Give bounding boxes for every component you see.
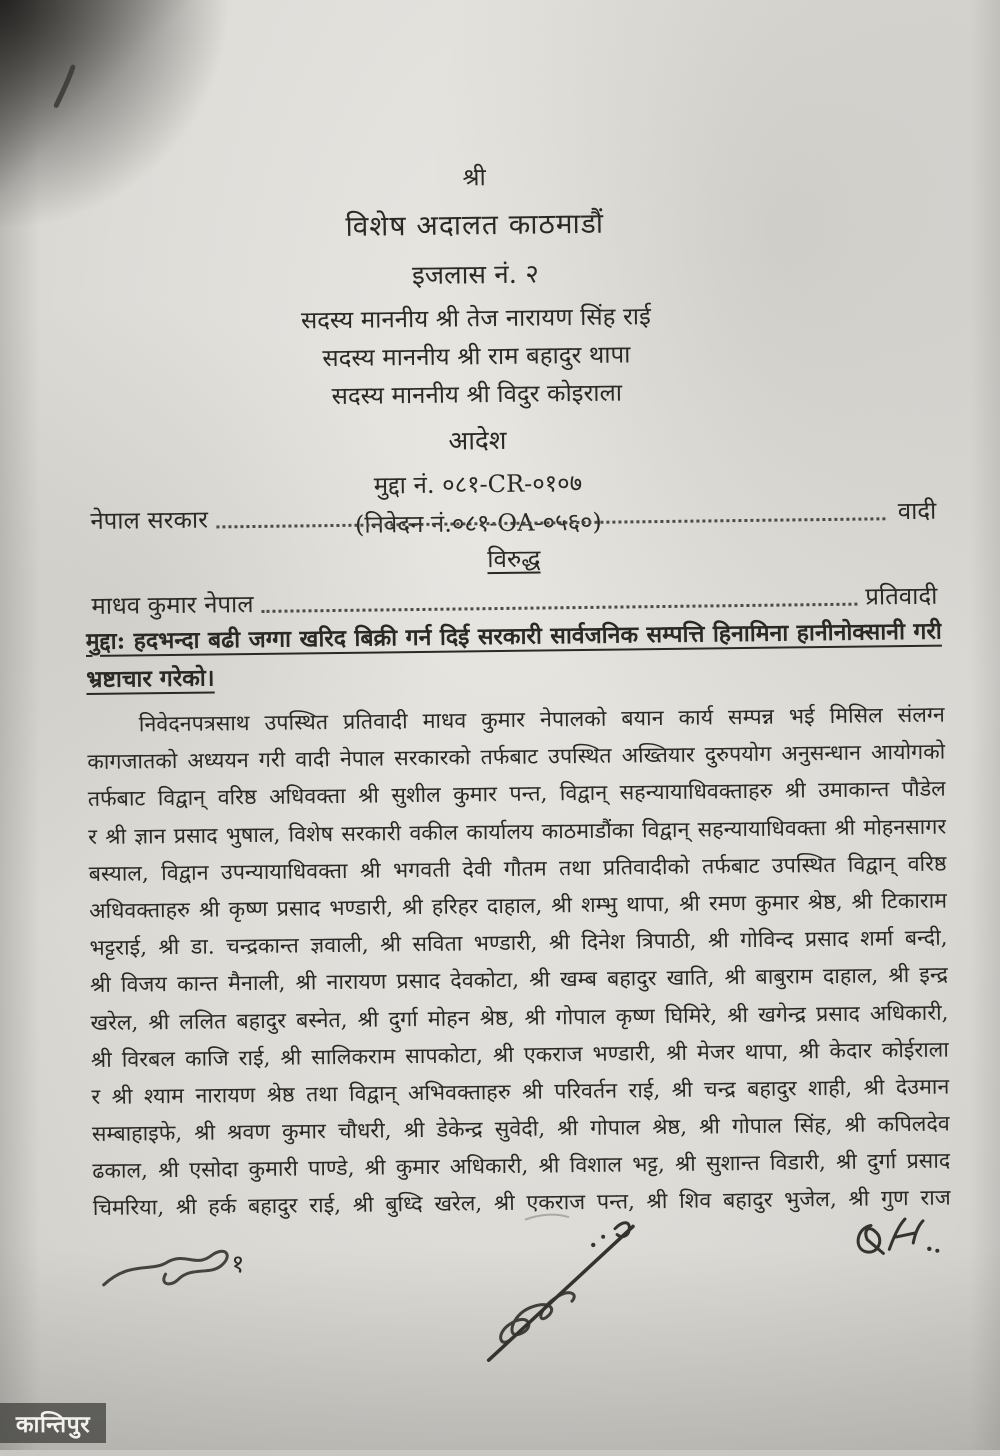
body-line: सम्बाहाइफे, श्री श्रवण कुमार चौधरी, श्री डेकेन्द्र सुवेदी, श्री गोपाल श्रेष्ठ, श्री गोपाल सिंह, श्री कपिलदेव xyxy=(91,1111,950,1148)
plaintiff-role: वादी xyxy=(897,496,937,526)
signature-right xyxy=(845,1209,946,1270)
case-subject xyxy=(86,613,943,699)
plaintiff-name: नेपाल सरकार xyxy=(90,505,209,535)
body-line: निवेदनपत्रसाथ उपस्थित प्रतिवादी माधव कुमार नेपालको बयान कार्य सम्पन्न भई मिसिल संलग्न xyxy=(138,702,945,738)
order-body-paragraph xyxy=(87,697,951,1228)
defendant-role: प्रतिवादी xyxy=(865,581,938,611)
body-line: कागजातको अध्ययन गरी वादी नेपाल सरकारको तर्फबाट उपस्थित अख्तियार दुरुपयोग अनुसन्धान आयोगको xyxy=(87,739,946,776)
case-number: मुद्दा नं. ०८१-CR-०१०७ xyxy=(373,468,583,500)
bench-member: सदस्य माननीय श्री तेज नारायण सिंह राई xyxy=(300,302,652,335)
court-name: विशेष अदालत काठमाडौं xyxy=(345,206,605,243)
dotted-leader xyxy=(262,603,858,613)
document-header xyxy=(0,154,959,545)
body-line: भट्टराई, श्री डा. चन्द्रकान्त ज्ञवाली, श्री सविता भण्डारी, श्री दिनेश त्रिपाठी, श्री गोविन्द प्रसाद शर्मा बन्दी, xyxy=(89,925,948,962)
page-number: १ xyxy=(231,1249,245,1279)
defendant-name: माधव कुमार नेपाल xyxy=(91,590,254,620)
bench-member: सदस्य माननीय श्री विदुर कोइराला xyxy=(331,378,623,411)
bench-members xyxy=(0,293,957,419)
body-line: श्री विजय कान्त मैनाली, श्री नारायण प्रसाद देवकोटा, श्री खम्ब बहादुर खाति, श्री बाबुराम दाहाल, श्री इन्द्र xyxy=(89,962,949,999)
body-line: र श्री ज्ञान प्रसाद भुषाल, विशेष सरकारी वकील कार्यालय काठमाडौंका विद्वान् सहन्यायाधिवक्ता श्री मोहनसागर xyxy=(88,814,947,850)
body-line: चिमरिया, श्री हर्क बहादुर राई, श्री बुध्दि खरेल, श्री एकराज पन्त, श्री शिव बहादुर भुजेल, श्री गुण राज xyxy=(92,1185,951,1222)
case-subject-line: मुद्दा: हदभन्दा बढी जग्गा खरिद बिक्री गर्न दिई सरकारी सार्वजनिक सम्पत्ति हिनामिना हानीनोक्सानी गरी xyxy=(85,617,942,656)
body-line: खरेल, श्री ललित बहादुर बस्नेत, श्री दुर्गा मोहन श्रेष्ठ, श्री गोपाल कृष्ण घिमिरे, श्री खगेन्द्र प्रसाद अधिकारी, xyxy=(90,1000,949,1036)
salutation: श्री xyxy=(462,163,486,192)
parties-section xyxy=(90,493,937,622)
body-line: अधिवक्ताहरु श्री कृष्ण प्रसाद भण्डारी, श्री हरिहर दाहाल, श्री शम्भु थापा, श्री रमण कुमार श्रेष्ठ, श्री टिकाराम xyxy=(88,888,948,924)
kantipur-watermark-label: कान्तिपुर xyxy=(15,1411,91,1438)
body-line: श्री विरबल काजि राई, श्री सालिकराम सापकोटा, श्री एकराज भण्डारी, श्री मेजर थापा, श्री केदार कोईराला xyxy=(90,1037,950,1073)
versus-label: विरुद्ध xyxy=(487,544,541,574)
bench-member: सदस्य माननीय श्री राम बहादुर थापा xyxy=(322,340,631,373)
bench-number: इजलास नं. २ xyxy=(411,259,539,292)
body-line: ढकाल, श्री एसोदा कुमारी पाण्डे, श्री कुमार अधिकारी, श्री विशाल भट्ट, श्री सुशान्त विडारी, श्री दुर्गा प्रसाद xyxy=(92,1148,951,1185)
kantipur-watermark xyxy=(0,1403,106,1443)
pen-stroke-mark xyxy=(45,57,96,132)
body-line: र श्री श्याम नारायण श्रेष्ठ तथा विद्वान् अभिवक्ताहरु श्री परिवर्तन राई, श्री चन्द्र बहादुर शाही, श्री देउमान xyxy=(91,1074,950,1110)
case-subject-line: भ्रष्टाचार गरेको। xyxy=(86,664,215,694)
body-line: तर्फबाट विद्वान् वरिष्ठ अधिवक्ता श्री सुशील कुमार पन्त, विद्वान् सहन्यायाधिवक्ताहरु श्री उमाकान्त पौडेल xyxy=(87,776,946,813)
dotted-leader xyxy=(216,517,886,528)
signature-center xyxy=(465,1210,667,1372)
body-line: बस्याल, विद्वान उपन्यायाधिवक्ता श्री भगवती देवी गौतम तथा प्रतिवादीको तर्फबाट उपस्थित विद्वान् वरिष्ठ xyxy=(88,851,947,887)
order-title: आदेश xyxy=(448,425,507,457)
signature-left xyxy=(99,1231,250,1303)
application-number: (निवेदन नं.०८१-OA-०५६०) xyxy=(354,507,603,539)
